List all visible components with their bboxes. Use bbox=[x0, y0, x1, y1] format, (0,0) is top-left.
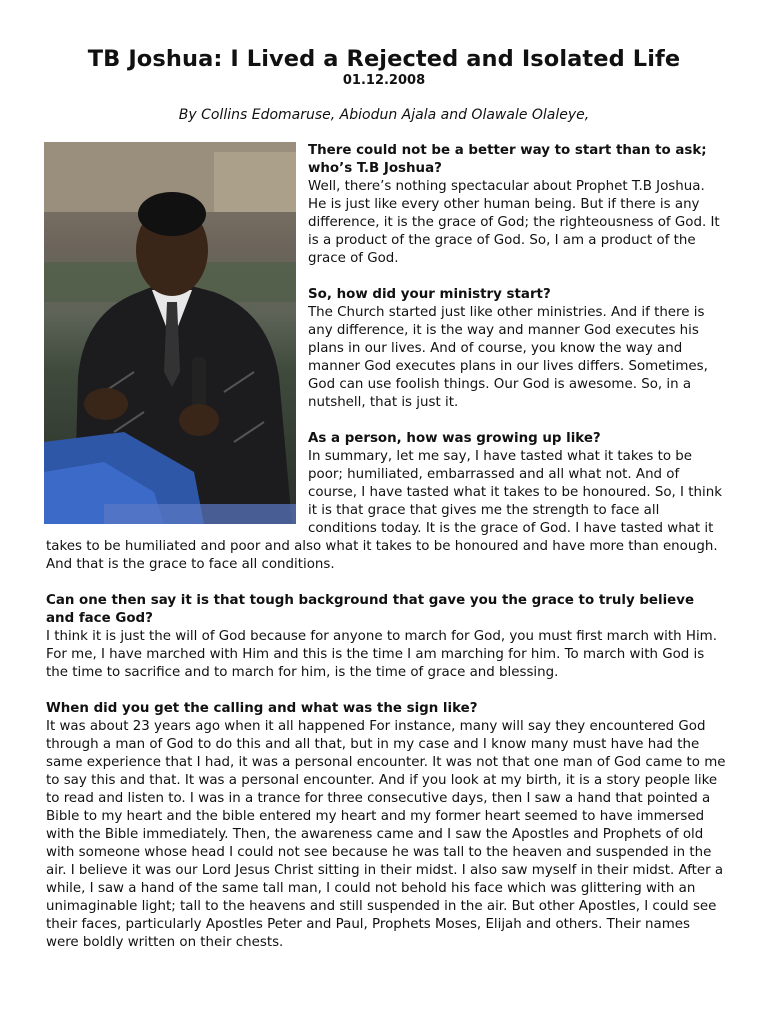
article-title: TB Joshua: I Lived a Rejected and Isolated Life bbox=[87, 46, 681, 72]
question: Can one then say it is that tough background that gave you the grace to truly believe and face God? bbox=[46, 593, 695, 626]
qa-item bbox=[46, 700, 726, 952]
answer: In summary, let me say, I have tasted what it takes to be poor; humiliated, embarrassed and all what not. And of course, I have tasted what it takes to be honoured. So, I think it is that grace that gives me the strength to face all conditions today. It is the grace of God. I have tasted what it takes to be humiliated and poor and also what it takes to be honoured and have more than enough. And that is the grace to face all conditions. bbox=[46, 449, 722, 572]
article-date: 01.12.2008 bbox=[342, 73, 426, 88]
article-byline: By Collins Edomaruse, Abiodun Ajala and Olawale Olaleye, bbox=[178, 107, 590, 123]
answer: It was about 23 years ago when it all happened For instance, many will say they encountered God through a man of God to do this and all that, but in my case and I know many must have had the same experience that I had, it was a personal encounter. It was not that one man of God came to me to say this and that. It was a personal encounter. And if you look at my birth, it is a story people like to read and listen to. I was in a trance for three consecutive days, then I saw a hand that pointed a Bible to my heart and the bible entered my heart and my former heart seemed to have immersed with the Bible immediately. Then, the awareness came and I saw the Apostles and Prophets of old with someone whose head I could not see because he was tall to the heaven and suspended in the air. I believe it was our Lord Jesus Christ sitting in their midst. I also saw myself in their midst. After a while, I saw a hand of the same tall man, I could not behold his face which was glittering with an unimaginable light; tall to the heavens and still suspended in the air. But other Apostles, I could see their faces, particularly Apostles Peter and Paul, Prophets Moses, Elijah and others. Their names were boldly written on their chests. bbox=[46, 719, 726, 950]
answer: Well, there’s nothing spectacular about Prophet T.B Joshua. He is just like every other human being. But if there is any difference, it is the grace of God; the righteousness of God. It is a product of the grace of God. So, I am a product of the grace of God. bbox=[308, 179, 720, 266]
answer: I think it is just the will of God because for anyone to march for God, you must first march with Him. For me, I have marched with Him and this is the time I am marching for him. To march with God is the time to sacrifice and to march for him, is the time of grace and blessing. bbox=[46, 629, 717, 680]
answer: The Church started just like other ministries. And if there is any difference, it is the way and manner God executes his plans in our lives. And of course, you know the way and manner God executes plans in our lives differs. Sometimes, God can use foolish things. Our God is awesome. So, in a nutshell, that is just it. bbox=[308, 305, 708, 410]
portrait-photo bbox=[44, 142, 296, 524]
question: There could not be a better way to start than to ask; who’s T.B Joshua? bbox=[308, 143, 707, 176]
question: As a person, how was growing up like? bbox=[308, 431, 601, 446]
question: When did you get the calling and what was the sign like? bbox=[46, 701, 478, 716]
article-body bbox=[46, 142, 726, 970]
qa-item bbox=[46, 592, 726, 682]
question: So, how did your ministry start? bbox=[308, 287, 551, 302]
